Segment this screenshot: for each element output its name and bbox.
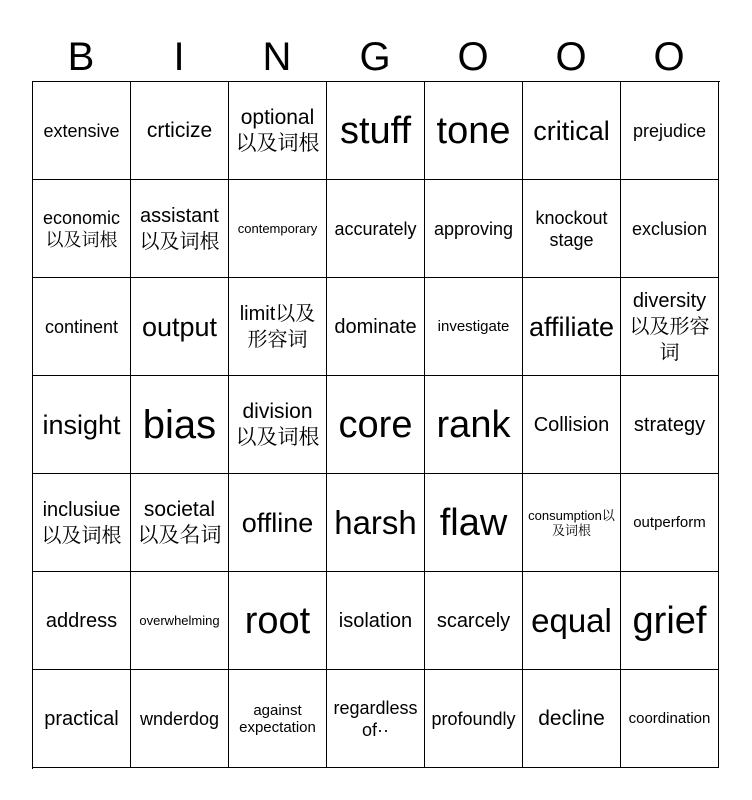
bingo-cell[interactable]	[131, 180, 229, 278]
cell-text: coordination	[628, 710, 711, 727]
cell-text: prejudice	[632, 120, 707, 141]
cell-text: investigate	[437, 318, 510, 335]
bingo-cell[interactable]	[621, 474, 719, 572]
cell-text: insight	[42, 409, 121, 440]
cell-text: tone	[436, 109, 511, 152]
bingo-cell[interactable]	[327, 376, 425, 474]
cell-text: accurately	[334, 218, 417, 239]
bingo-cell[interactable]	[229, 474, 327, 572]
bingo-cell[interactable]	[33, 278, 131, 376]
bingo-cell[interactable]	[523, 180, 621, 278]
cell-text: offline	[241, 507, 314, 538]
cell-text: consumption以及词根	[528, 507, 615, 538]
bingo-cell[interactable]	[621, 572, 719, 670]
cell-text: flaw	[439, 501, 508, 544]
cell-text: equal	[531, 601, 612, 639]
cell-text: wnderdog	[139, 708, 220, 729]
cell-text: scarcely	[436, 609, 511, 632]
bingo-cell[interactable]	[327, 670, 425, 768]
header-letter: N	[262, 35, 292, 79]
cell-text: regardless of··	[333, 697, 418, 740]
bingo-cell[interactable]	[621, 670, 719, 768]
cell-text: address	[45, 609, 118, 632]
bingo-cell[interactable]	[621, 180, 719, 278]
bingo-cell[interactable]	[229, 278, 327, 376]
bingo-cell[interactable]	[229, 572, 327, 670]
bingo-cell[interactable]	[327, 82, 425, 180]
cell-text: dominate	[334, 315, 417, 338]
cell-text: outperform	[633, 514, 706, 531]
cell-text: isolation	[338, 609, 413, 632]
bingo-cell[interactable]	[425, 670, 523, 768]
header-letter: O	[457, 35, 489, 79]
cell-text: knockout stage	[535, 207, 608, 250]
bingo-cell[interactable]	[621, 376, 719, 474]
bingo-cell[interactable]	[33, 82, 131, 180]
bingo-cell[interactable]	[523, 376, 621, 474]
bingo-cell[interactable]	[131, 376, 229, 474]
bingo-cell[interactable]	[425, 474, 523, 572]
header-letter: B	[67, 35, 95, 79]
cell-text: Collision	[533, 413, 610, 436]
cell-text: overwhelming	[139, 613, 220, 628]
bingo-cell[interactable]	[327, 474, 425, 572]
header-letter: G	[359, 35, 391, 79]
bingo-cell[interactable]	[523, 82, 621, 180]
cell-text: societal以及名词	[137, 497, 222, 547]
cell-text: grief	[632, 599, 707, 642]
cell-text: assistant以及词根	[139, 204, 220, 253]
cell-text: exclusion	[631, 218, 708, 239]
bingo-cell[interactable]	[131, 474, 229, 572]
bingo-cell[interactable]	[523, 278, 621, 376]
cell-text: stuff	[339, 109, 412, 152]
bingo-card-grid	[32, 81, 720, 769]
bingo-cell[interactable]	[229, 670, 327, 768]
bingo-cell[interactable]	[33, 180, 131, 278]
cell-text: contemporary	[237, 221, 318, 236]
bingo-cell[interactable]	[523, 670, 621, 768]
cell-text: core	[338, 403, 413, 446]
cell-text: economic以及词根	[42, 207, 121, 250]
bingo-cell[interactable]	[327, 180, 425, 278]
bingo-cell[interactable]	[229, 180, 327, 278]
bingo-cell[interactable]	[131, 278, 229, 376]
cell-text: affiliate	[528, 311, 615, 342]
cell-text: decline	[538, 706, 605, 730]
cell-text: root	[244, 599, 311, 642]
bingo-cell[interactable]	[425, 82, 523, 180]
bingo-cell[interactable]	[425, 572, 523, 670]
cell-text: critical	[533, 115, 610, 146]
bingo-cell[interactable]	[621, 278, 719, 376]
bingo-cell[interactable]	[33, 572, 131, 670]
cell-text: limit以及形容词	[239, 302, 316, 351]
cell-text: harsh	[334, 503, 417, 541]
bingo-cell[interactable]	[131, 572, 229, 670]
cell-text: extensive	[43, 120, 120, 141]
bingo-cell[interactable]	[425, 376, 523, 474]
cell-text: approving	[433, 218, 514, 239]
header-letter: O	[653, 35, 685, 79]
cell-text: practical	[44, 707, 119, 730]
bingo-cell[interactable]	[327, 572, 425, 670]
cell-text: rank	[436, 403, 511, 446]
cell-text: crticize	[146, 118, 213, 142]
cell-text: strategy	[633, 413, 706, 436]
cell-text: diversity以及形容词	[629, 289, 710, 364]
cell-text: output	[141, 311, 218, 342]
bingo-cell[interactable]	[523, 572, 621, 670]
bingo-cell[interactable]	[33, 670, 131, 768]
cell-text: inclusiue以及词根	[41, 498, 122, 547]
cell-text: profoundly	[431, 708, 516, 729]
bingo-cell[interactable]	[621, 82, 719, 180]
bingo-cell[interactable]	[425, 180, 523, 278]
cell-text: division以及词根	[235, 399, 320, 449]
bingo-header	[32, 32, 718, 82]
bingo-cell[interactable]	[131, 82, 229, 180]
header-letter: I	[173, 35, 185, 79]
cell-text: continent	[44, 316, 119, 337]
bingo-cell[interactable]	[131, 670, 229, 768]
cell-text: bias	[142, 402, 217, 447]
bingo-cell[interactable]	[33, 376, 131, 474]
bingo-cell[interactable]	[33, 474, 131, 572]
bingo-cell[interactable]	[425, 278, 523, 376]
bingo-cell[interactable]	[327, 278, 425, 376]
header-letter: O	[555, 35, 587, 79]
bingo-cell[interactable]	[523, 474, 621, 572]
cell-text: optional以及词根	[235, 105, 320, 155]
bingo-cell[interactable]	[229, 82, 327, 180]
cell-text: against expectation	[239, 701, 316, 736]
bingo-cell[interactable]	[229, 376, 327, 474]
